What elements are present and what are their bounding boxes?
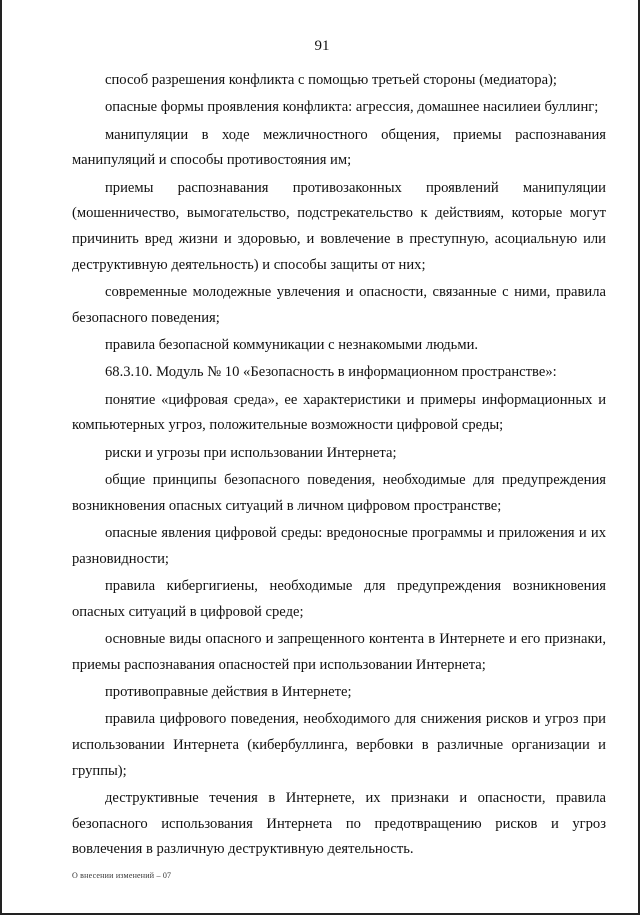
footer-note: О внесении изменений – 07 bbox=[72, 871, 172, 880]
section-heading: 68.3.10. Модуль № 10 «Безопасность в информационном пространстве»: bbox=[105, 364, 557, 381]
paragraph: приемы распознавания противозаконных проявлений манипуляции (мошенничество, вымогательство, подстрекательство к действиям, которые могут причинить вред жизни и здоровью, и вовлечение в преступную, асоциальную или деструктивную деятельность) и способы защиты от них; bbox=[72, 179, 606, 273]
paragraph: современные молодежные увлечения и опасности, связанные с ними, правила безопасного поведения; bbox=[72, 283, 606, 326]
paragraph: правила кибергигиены, необходимые для предупреждения возникновения опасных ситуаций в цифровой среде; bbox=[72, 578, 606, 620]
paragraph: опасные формы проявления конфликта: агрессия, домашнее насилиеи буллинг; bbox=[105, 99, 599, 116]
page-number: 91 bbox=[314, 38, 330, 54]
paragraph: способ разрешения конфликта с помощью третьей стороны (медиатора); bbox=[105, 72, 557, 88]
paragraph: правила цифрового поведения, необходимого для снижения рисков и угроз при использовании Интернета (кибербуллинга, вербовки в различные организации и группы); bbox=[72, 711, 606, 779]
paragraph: противоправные действия в Интернете; bbox=[105, 684, 352, 701]
paragraph: деструктивные течения в Интернете, их признаки и опасности, правила безопасного использования Интернета по предотвращению рисков и угроз вовлечения в различную деструктивную деятельность. bbox=[72, 789, 606, 858]
paragraph: основные виды опасного и запрещенного контента в Интернете и его признаки, приемы распознавания опасностей при использовании Интернета; bbox=[72, 631, 606, 673]
body-text bbox=[72, 68, 606, 865]
paragraph: правила безопасной коммуникации с незнакомыми людьми. bbox=[105, 336, 479, 353]
paragraph: опасные явления цифровой среды: вредоносные программы и приложения и их разновидности; bbox=[72, 525, 606, 567]
paragraph: риски и угрозы при использовании Интернета; bbox=[105, 444, 397, 461]
paragraph: понятие «цифровая среда», ее характеристики и примеры информационных и компьютерных угроз, положительные возможности цифровой среды; bbox=[72, 391, 606, 434]
paragraph: манипуляции в ходе межличностного общения, приемы распознавания манипуляций и способы противостояния им; bbox=[72, 126, 606, 169]
paragraph: общие принципы безопасного поведения, необходимые для предупреждения возникновения опасных ситуаций в личном цифровом пространстве; bbox=[72, 472, 606, 514]
